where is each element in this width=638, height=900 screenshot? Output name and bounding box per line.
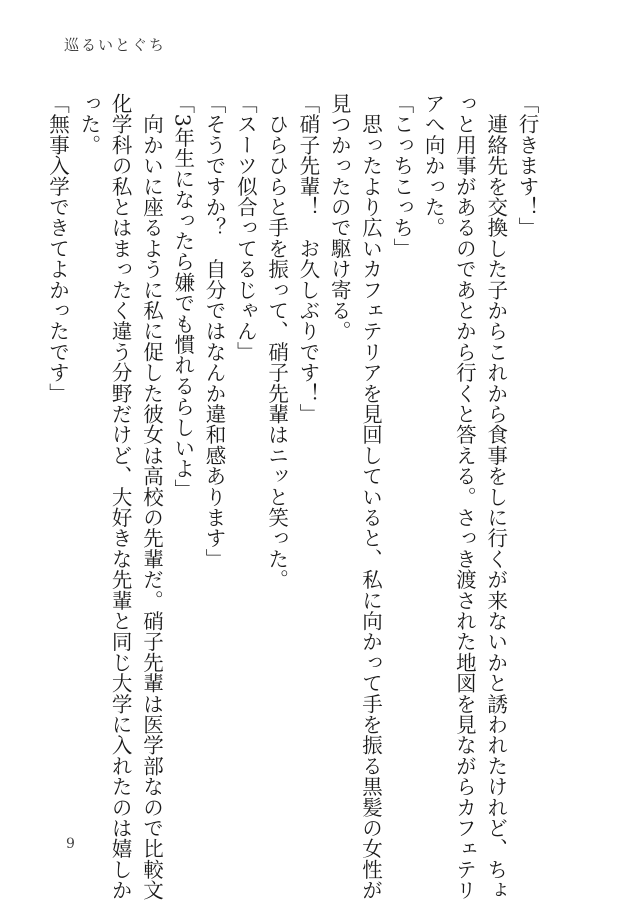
text-line: 「そうですか？ 自分ではなんか違和感あります」 [202,93,227,570]
running-head: 巡るいとぐち [64,36,167,54]
text-line: ひらひらと手を振って、硝子先輩はニッと笑った。 [264,93,289,590]
text-line: 化学科の私とはまったく違う分野だけど、大好きな先輩と同じ大学に入れたのは嬉しか [108,93,133,900]
text-line: 見つかったので駆け寄る。 [327,93,352,342]
text-line: 「行きます！」 [515,93,539,238]
text-line: 思ったより広いカフェテリアを見回していると、私に向かって手を振る黒髪の女性が [358,93,383,900]
text-line: 向かいに座るように私に促した彼女は高校の先輩だ。硝子先輩は医学部なので比較文 [139,93,164,900]
text-line: っと用事があるのであとから行くと答える。さっき渡された地図を見ながらカフェテリ [452,93,477,900]
text-line: 「無事入学できてよかったです」 [45,93,70,404]
text-line: った。 [76,93,101,156]
page-number: 9 [66,836,75,852]
text-line: アへ向かった。 [421,93,446,238]
vertical-body-text [45,93,542,900]
text-line: 「硝子先輩！ お久しぶりです！」 [295,93,320,425]
text-line: 「スーツ似合ってるじゃん」 [233,93,258,363]
text-line: 連絡先を交換した子からこれから食事をしに行くが来ないかと誘われたけれど、ちょ [483,93,508,900]
text-line: 「こっちこっち」 [389,93,414,259]
text-line: 「3年生になったら嫌でも慣れるらしいよ」 [170,93,195,500]
